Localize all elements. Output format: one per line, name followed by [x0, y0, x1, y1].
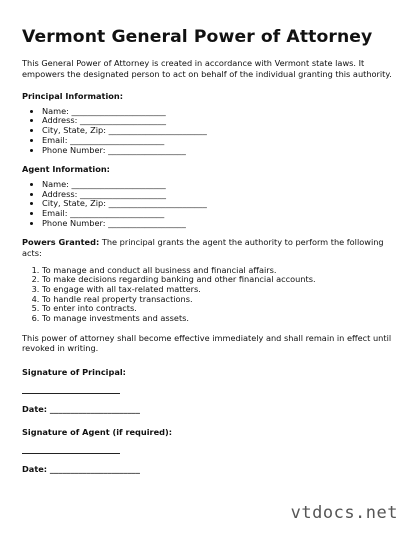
agent-heading: Agent Information:	[22, 164, 110, 175]
powers-text: The principal grants the agent the authority to perform the following acts:	[22, 237, 384, 258]
power-item: 5. To enter into contracts.	[42, 304, 394, 314]
agent-address-field: • Address: _____________________	[42, 190, 394, 200]
principal-fields-list	[22, 107, 394, 156]
document-page	[22, 26, 394, 487]
principal-phone-field: • Phone Number: ___________________	[42, 146, 394, 156]
principal-signature-block	[22, 367, 394, 414]
power-item: 3. To engage with all tax-related matters.	[42, 285, 394, 295]
power-item: 4. To handle real property transactions.	[42, 295, 394, 305]
principal-signature-heading: Signature of Principal:	[22, 367, 126, 377]
agent-fields-list	[22, 180, 394, 229]
principal-date-line: Date: ______________________	[22, 403, 140, 414]
principal-name-field: • Name: _______________________	[42, 107, 394, 117]
agent-name-field: • Name: _______________________	[42, 180, 394, 190]
principal-city-state-zip-field: • City, State, Zip: ________________________	[42, 126, 394, 136]
powers-paragraph	[22, 237, 394, 258]
agent-email-field: • Email: _______________________	[42, 209, 394, 219]
agent-signature-heading: Signature of Agent (if required):	[22, 427, 172, 438]
power-item: 2. To make decisions regarding banking and other financial accounts.	[42, 275, 394, 285]
powers-list	[22, 266, 394, 324]
intro-paragraph: This General Power of Attorney is created in accordance with Vermont state laws. It empowers the designated person to act on behalf of the individual granting this authority.	[22, 58, 392, 79]
power-item: 1. To manage and conduct all business and financial affairs.	[42, 266, 394, 276]
agent-city-state-zip-field: • City, State, Zip: ________________________	[42, 199, 394, 209]
principal-address-field: • Address: _____________________	[42, 116, 394, 126]
agent-signature-block	[22, 427, 394, 474]
principal-signature-line	[22, 393, 120, 394]
powers-label: Powers Granted:	[22, 237, 100, 248]
effective-paragraph: This power of attorney shall become effective immediately and shall remain in effect until revoked in writing.	[22, 332, 392, 354]
agent-date-line: Date: ______________________	[22, 463, 140, 474]
document-title: Vermont General Power of Attorney	[22, 27, 373, 47]
agent-phone-field: • Phone Number: ___________________	[42, 219, 394, 229]
power-item: 6. To manage investments and assets.	[42, 314, 394, 324]
principal-heading: Principal Information:	[22, 91, 123, 102]
site-watermark: vtdocs.net	[290, 503, 398, 523]
agent-signature-line	[22, 453, 120, 454]
principal-email-field: • Email: _______________________	[42, 136, 394, 146]
